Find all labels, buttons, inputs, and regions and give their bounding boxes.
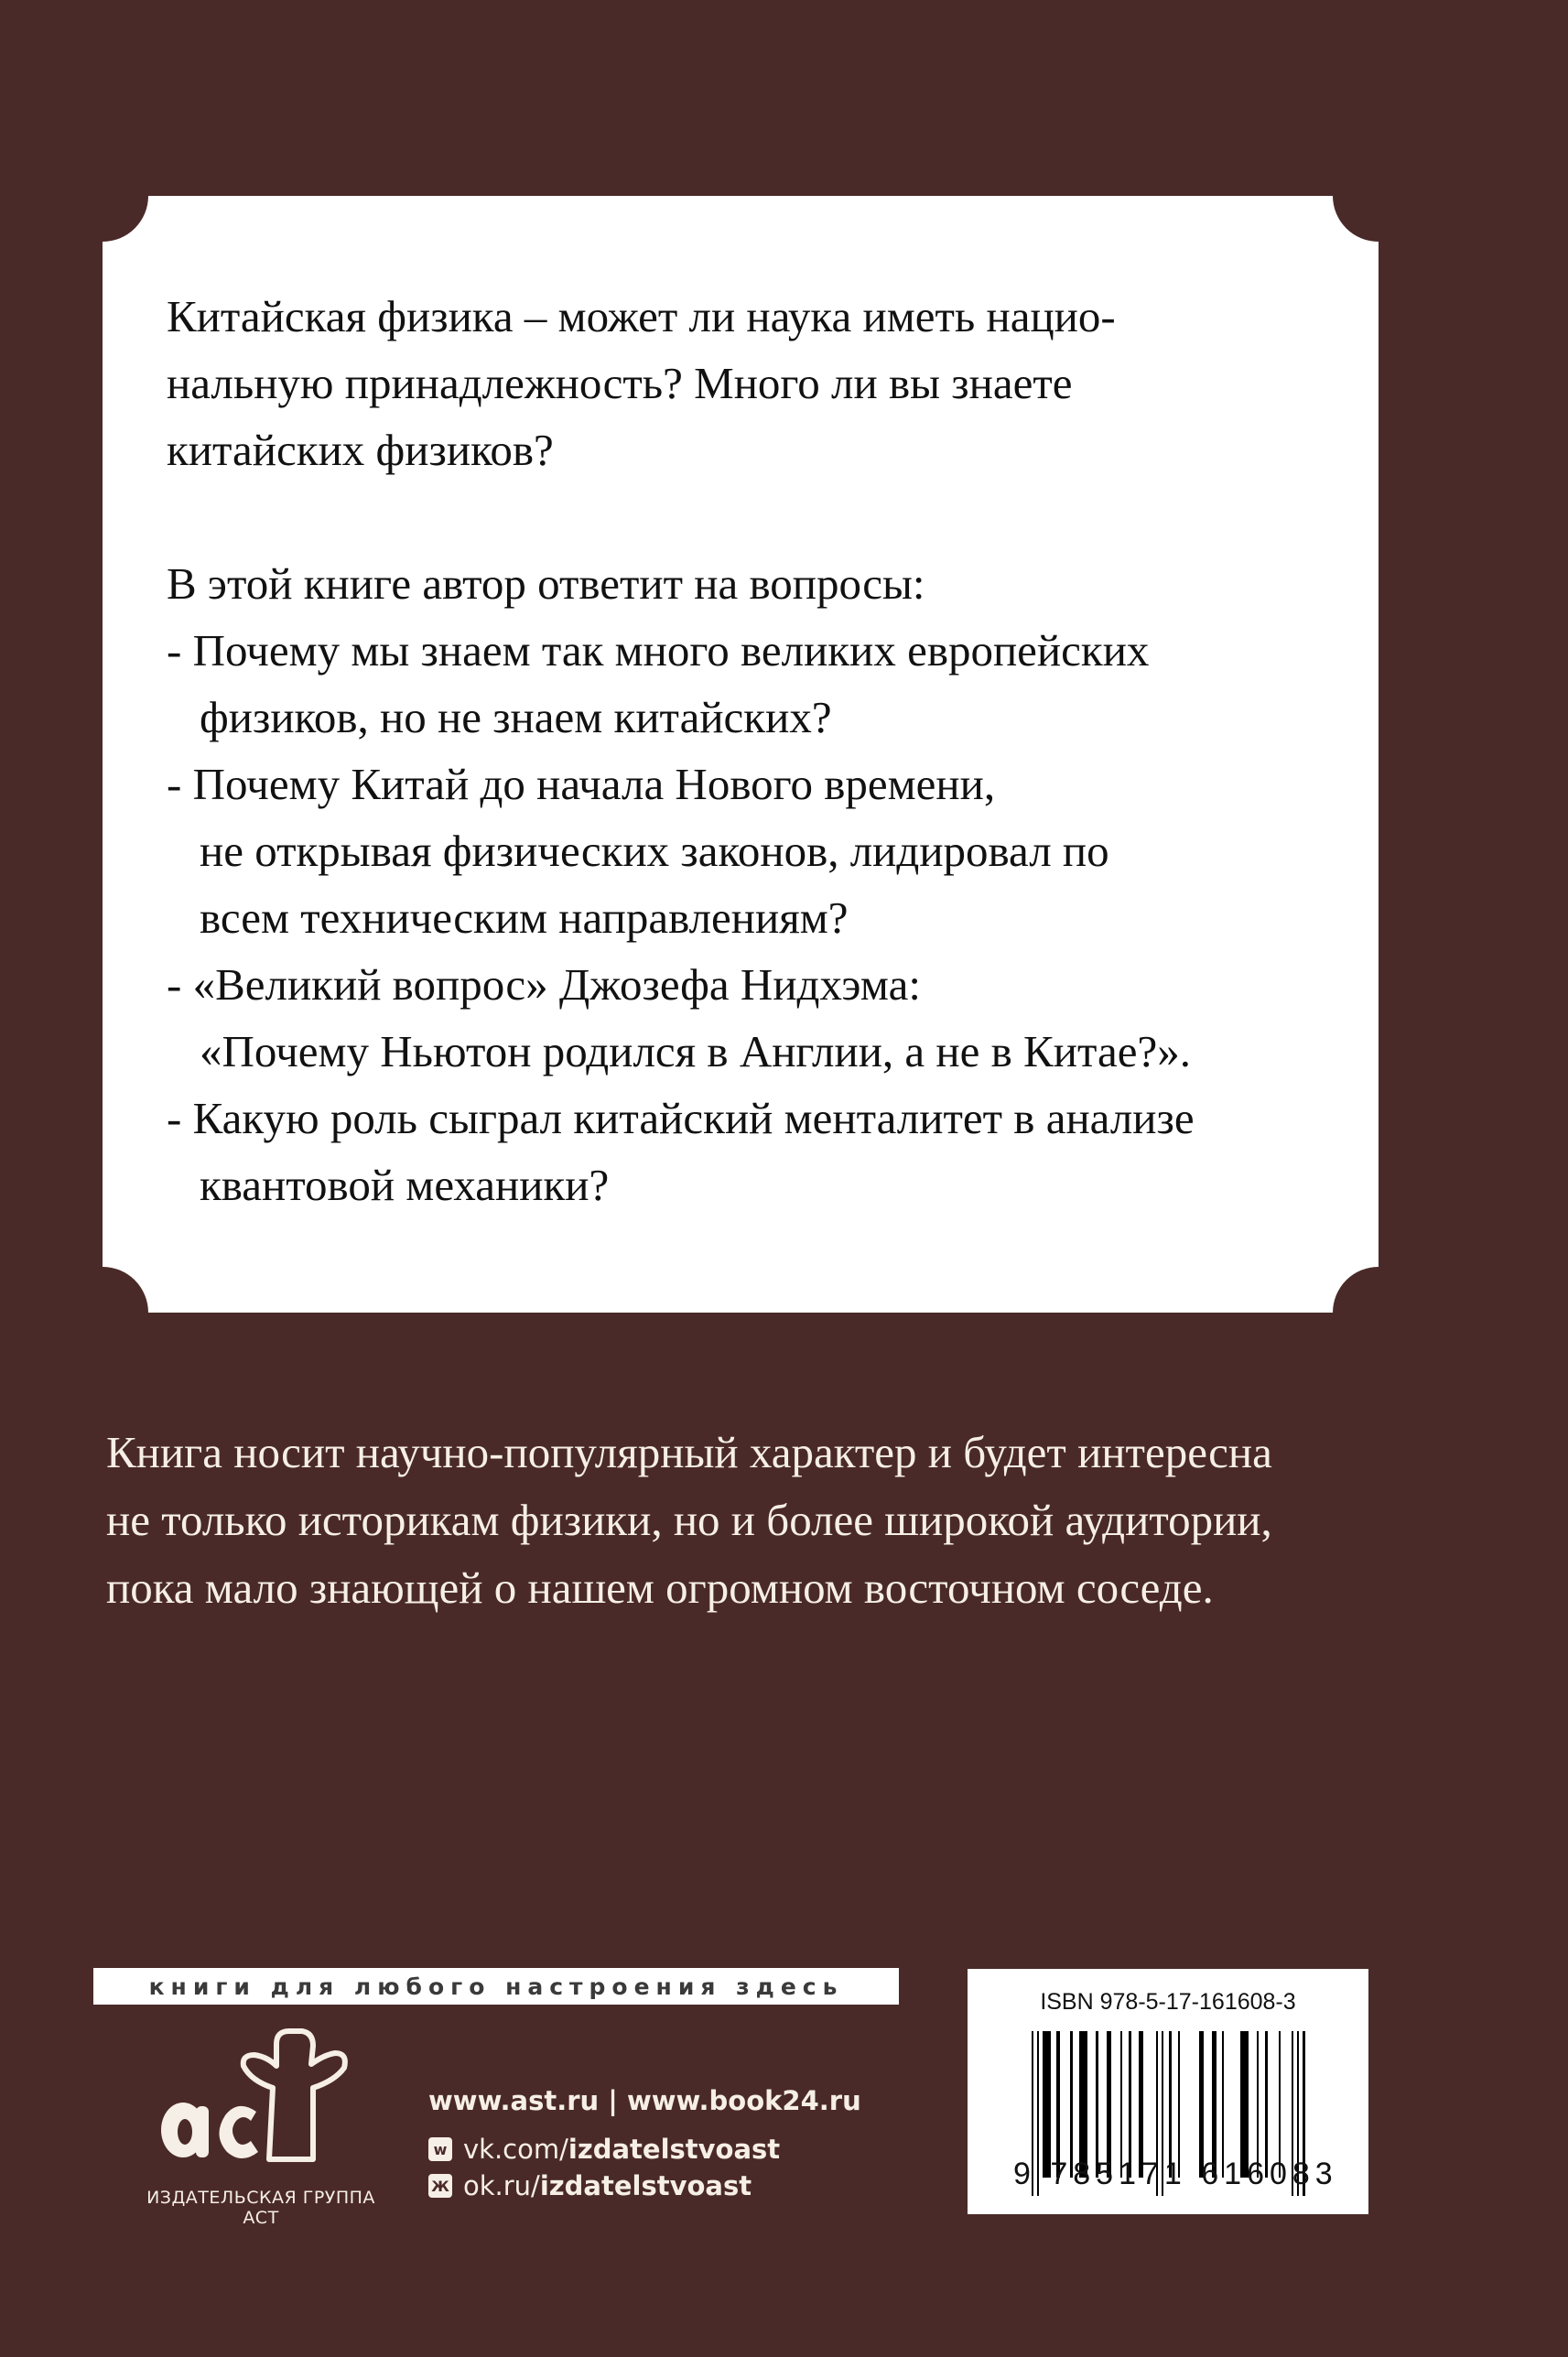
isbn-label: ISBN 978-5-17-161608-3 bbox=[1040, 1989, 1296, 2015]
blurb-line: Книга носит научно-популярный характер и будет интересна bbox=[106, 1427, 1272, 1477]
question-line: - Почему Китай до начала Нового времени, bbox=[167, 759, 996, 809]
question-line: - Почему мы знаем так много великих европейских bbox=[167, 625, 1150, 676]
intro-line: нальную принадлежность? Много ли вы знаете bbox=[167, 358, 1073, 408]
tagline-bar bbox=[93, 1968, 899, 2005]
vk-icon: w bbox=[428, 2137, 452, 2161]
ok-link[interactable] bbox=[428, 2168, 861, 2204]
ok-prefix: ok.ru/ bbox=[463, 2170, 540, 2201]
blurb-line: не только историкам физики, но и более широкой аудитории, bbox=[106, 1495, 1272, 1545]
publisher-caption: ИЗДАТЕЛЬСКАЯ ГРУППА АСТ bbox=[146, 2188, 375, 2228]
blurb-paragraph bbox=[106, 1419, 1443, 1622]
card-corner-notch bbox=[1333, 1267, 1424, 1358]
barcode-digits: 9 785171 616083 bbox=[1013, 2157, 1338, 2191]
card-corner-notch bbox=[1333, 150, 1424, 242]
intro-line: китайских физиков? bbox=[167, 425, 554, 475]
question-line: физиков, но не знаем китайских? bbox=[200, 692, 832, 742]
tagline-text: книги для любого настроения здесь bbox=[148, 1973, 844, 2000]
question-item bbox=[167, 1085, 1357, 1218]
isbn-barcode-box bbox=[968, 1969, 1368, 2214]
ok-handle: izdatelstvoast bbox=[539, 2170, 752, 2201]
question-line: - Какую роль сыграл китайский менталитет в анализе bbox=[167, 1093, 1195, 1143]
website-links[interactable]: www.ast.ru | www.book24.ru bbox=[428, 2085, 861, 2116]
question-line: всем техническим направлениям? bbox=[200, 892, 849, 943]
question-item bbox=[167, 951, 1357, 1085]
description-card bbox=[103, 196, 1379, 1313]
intro-line: Китайская физика – может ли наука иметь нацио- bbox=[167, 291, 1116, 341]
question-item bbox=[167, 617, 1357, 751]
question-line: - «Великий вопрос» Джозефа Нидхэма: bbox=[167, 959, 921, 1010]
question-item bbox=[167, 751, 1357, 951]
intro-paragraph bbox=[167, 283, 1357, 483]
question-line: «Почему Ньютон родился в Англии, а не в Китае?». bbox=[200, 1026, 1191, 1076]
card-corner-notch bbox=[57, 150, 148, 242]
vk-handle: izdatelstvoast bbox=[568, 2134, 781, 2165]
vk-prefix: vk.com/ bbox=[463, 2134, 568, 2165]
ast-logo-icon bbox=[156, 2027, 366, 2183]
question-line: не открывая физических законов, лидировал по bbox=[200, 826, 1109, 876]
publisher-logo bbox=[128, 2027, 384, 2228]
questions-heading: В этой книге автор ответит на вопросы: bbox=[167, 558, 925, 609]
blurb-line: пока мало знающей о нашем огромном восточном соседе. bbox=[106, 1562, 1214, 1613]
question-line: квантовой механики? bbox=[200, 1160, 610, 1210]
card-text bbox=[167, 283, 1357, 1218]
ok-icon: Ж bbox=[428, 2174, 452, 2198]
contacts-block bbox=[428, 2085, 861, 2204]
card-corner-notch bbox=[57, 1267, 148, 1358]
vk-link[interactable] bbox=[428, 2131, 861, 2168]
